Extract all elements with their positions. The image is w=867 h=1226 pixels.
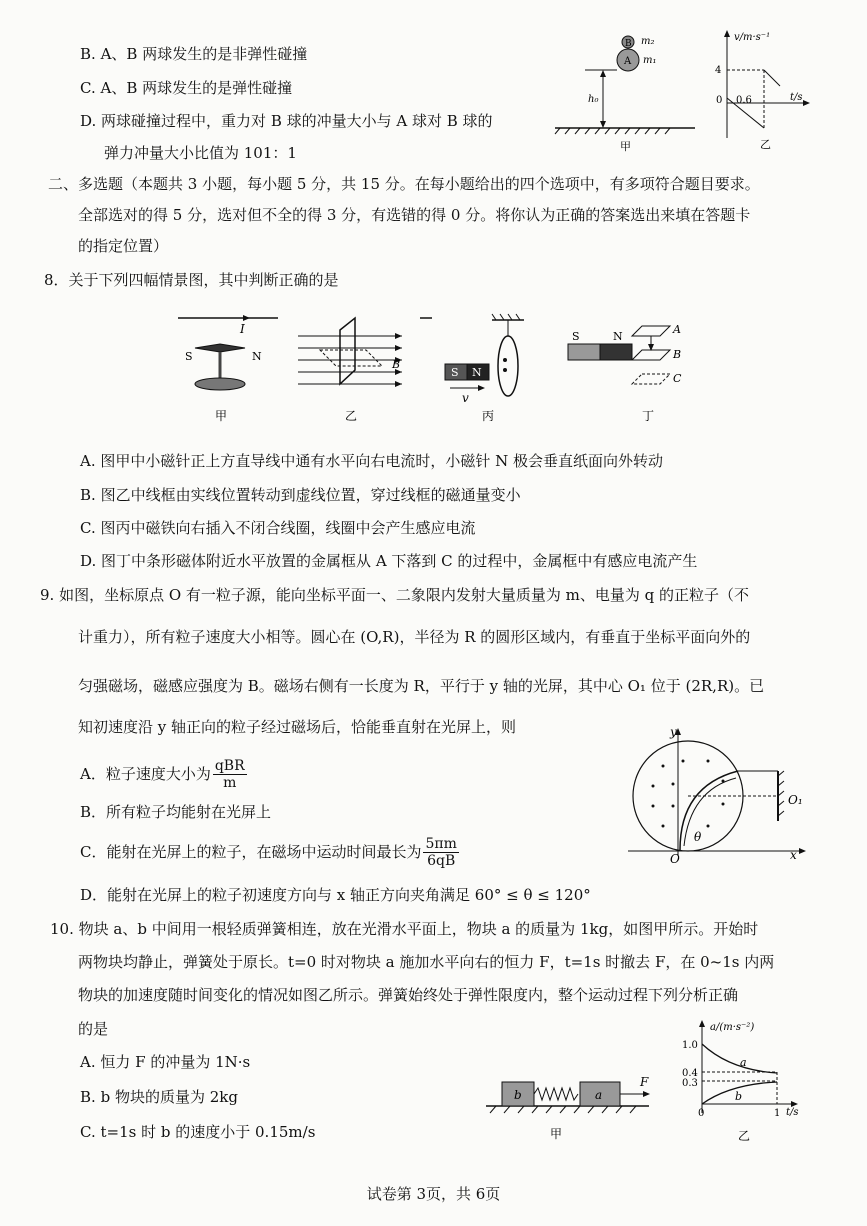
q7-figure-jia — [555, 30, 705, 159]
svg-text:O₁: O₁ — [788, 793, 803, 807]
q10-line4: 的是 — [78, 1020, 109, 1038]
svg-text:0: 0 — [716, 95, 723, 106]
svg-text:y: y — [670, 725, 677, 739]
svg-text:a: a — [740, 1056, 747, 1069]
q9-line2: 计重力），所有粒子速度大小相等。圆心在 (O,R)，半径为 R 的圆形区域内，有垂直于坐标平面向外的 — [78, 628, 751, 646]
q9-option-c: C．能射在光屏上的粒子，在磁场中运动时间最长为 $\frac{5\pi m}{6qB}$ — [80, 835, 457, 869]
svg-text:t/s: t/s — [786, 1107, 799, 1118]
q10-line2: 两物块均静止，弹簧处于原长。t=0 时对物块 a 施加水平向右的恒力 F，t=1s 时撤去 F，在 0~1s 内两 — [78, 953, 775, 971]
page-footer: 试卷第 3页，共 6页 — [366, 1185, 501, 1203]
svg-text:F: F — [640, 1075, 649, 1089]
q10-option-b: B. b 物块的质量为 2kg — [80, 1088, 238, 1106]
q10-line3: 物块的加速度随时间变化的情况如图乙所示。弹簧始终处于弹性限度内，整个运动过程下列分析正确 — [78, 986, 739, 1004]
svg-text:A: A — [673, 323, 681, 336]
svg-text:a: a — [595, 1088, 603, 1102]
fig7-yi-caption: 乙 — [760, 138, 771, 151]
q10-option-a: A. 恒力 F 的冲量为 1N·s — [80, 1053, 251, 1071]
svg-text:O: O — [670, 852, 680, 866]
svg-text:S: S — [185, 350, 193, 363]
svg-text:1.0: 1.0 — [682, 1040, 698, 1051]
q8-option-d: D. 图丁中条形磁体附近水平放置的金属框从 A 下落到 C 的过程中，金属框中有感应电流产生 — [80, 552, 698, 570]
q10-line1: 10. 物块 a、b 中间用一根轻质弹簧相连，放在光滑水平面上，物块 a 的质量为 1kg，如图甲所示。开始时 — [50, 920, 759, 938]
q7-option-b: B. A、B 两球发生的是非弹性碰撞 — [80, 45, 308, 63]
svg-text:N: N — [472, 366, 482, 379]
svg-text:S: S — [451, 366, 459, 379]
svg-text:4: 4 — [715, 65, 722, 76]
q10-figure-yi — [680, 1018, 810, 1150]
q8-stem: 8．关于下列四幅情景图，其中判断正确的是 — [44, 271, 339, 289]
svg-text:b: b — [735, 1090, 743, 1103]
q8-fig-bing — [420, 314, 524, 423]
fig7-jia-caption: 甲 — [620, 140, 631, 153]
q9-line4: 知初速度沿 y 轴正向的粒子经过磁场后，恰能垂直射在光屏上，则 — [78, 718, 517, 736]
svg-text:0: 0 — [698, 1108, 705, 1119]
svg-text:B: B — [673, 348, 682, 361]
section2-line2: 全部选对的得 5 分，选对但不全的得 3 分，有选错的得 0 分。将你认为正确的答案选出来填在答题卡 — [78, 206, 751, 224]
q8-option-a: A. 图甲中小磁针正上方直导线中通有水平向右电流时，小磁针 N 极会垂直纸面向外转动 — [80, 452, 664, 470]
svg-text:0.3: 0.3 — [682, 1078, 698, 1089]
svg-text:乙: 乙 — [738, 1129, 751, 1143]
q9-option-d: D．能射在光屏上的粒子初速度方向与 x 轴正方向夹角满足 60° ≤ θ ≤ 120° — [80, 886, 591, 904]
svg-text:b: b — [514, 1088, 522, 1102]
q10-option-c: C. t=1s 时 b 的速度小于 0.15m/s — [80, 1123, 316, 1141]
svg-text:0.4: 0.4 — [682, 1068, 698, 1079]
svg-text:I: I — [240, 322, 245, 336]
q8-fig-yi — [298, 318, 402, 423]
q9-option-a: A．粒子速度大小为 $\frac{\text{qBR}}{m}$ — [80, 757, 245, 791]
q7-option-c: C. A、B 两球发生的是弹性碰撞 — [80, 79, 293, 97]
svg-text:甲: 甲 — [215, 409, 228, 423]
q7-option-d: D. 两球碰撞过程中，重力对 B 球的冲量大小与 A 球对 B 球的 — [80, 112, 493, 130]
svg-text:v: v — [462, 391, 469, 405]
svg-text:0.6: 0.6 — [736, 95, 752, 106]
svg-text:1: 1 — [774, 1108, 781, 1119]
section2-title: 二、多选题（本题共 3 小题，每小题 5 分，共 15 分。在每小题给出的四个选项中，有多项符合题目要求。 — [48, 175, 760, 193]
q9-figure — [628, 726, 818, 870]
q10-figure-jia — [484, 1068, 664, 1147]
q8-option-b: B. 图乙中线框由实线位置转动到虚线位置，穿过线框的磁通量变小 — [80, 486, 521, 504]
svg-text:h₀: h₀ — [588, 94, 599, 105]
svg-text:m₁: m₁ — [643, 55, 657, 66]
section2-line3: 的指定位置） — [78, 237, 169, 255]
svg-text:t/s: t/s — [790, 92, 803, 103]
svg-text:a/(m·s⁻²): a/(m·s⁻²) — [710, 1022, 755, 1033]
svg-text:C: C — [673, 372, 682, 385]
q8-fig-ding — [568, 323, 682, 423]
svg-text:丁: 丁 — [642, 409, 655, 423]
q8-option-c: C. 图丙中磁铁向右插入不闭合线圈，线圈中会产生感应电流 — [80, 519, 476, 537]
q9-line3: 匀强磁场，磁感应强度为 B。磁场右侧有一长度为 R，平行于 y 轴的光屏，其中心 O₁ 位于 (2R,R)。已 — [78, 677, 765, 695]
q9-option-b: B．所有粒子均能射在光屏上 — [80, 803, 272, 821]
q9-line1: 9. 如图，坐标原点 O 有一粒子源，能向坐标平面一、二象限内发射大量质量为 m、电量为 q 的正粒子（不 — [40, 586, 750, 604]
svg-text:乙: 乙 — [345, 409, 358, 423]
ball-a-label: A — [624, 56, 632, 67]
q7-option-d-cont: 弹力冲量大小比值为 101：1 — [104, 144, 297, 162]
svg-text:N: N — [613, 330, 623, 343]
svg-text:x: x — [790, 848, 797, 862]
q8-figures — [170, 308, 710, 432]
svg-text:m₂: m₂ — [641, 36, 655, 47]
q7-figure-yi — [712, 28, 822, 157]
svg-text:B: B — [392, 358, 401, 371]
svg-text:N: N — [252, 350, 262, 363]
svg-text:S: S — [572, 330, 580, 343]
svg-text:θ: θ — [694, 830, 702, 844]
svg-text:v/m·s⁻¹: v/m·s⁻¹ — [734, 32, 771, 43]
svg-text:甲: 甲 — [550, 1127, 563, 1141]
ball-b-label: B — [625, 39, 632, 49]
q8-fig-jia — [178, 315, 278, 423]
svg-text:丙: 丙 — [482, 409, 495, 423]
